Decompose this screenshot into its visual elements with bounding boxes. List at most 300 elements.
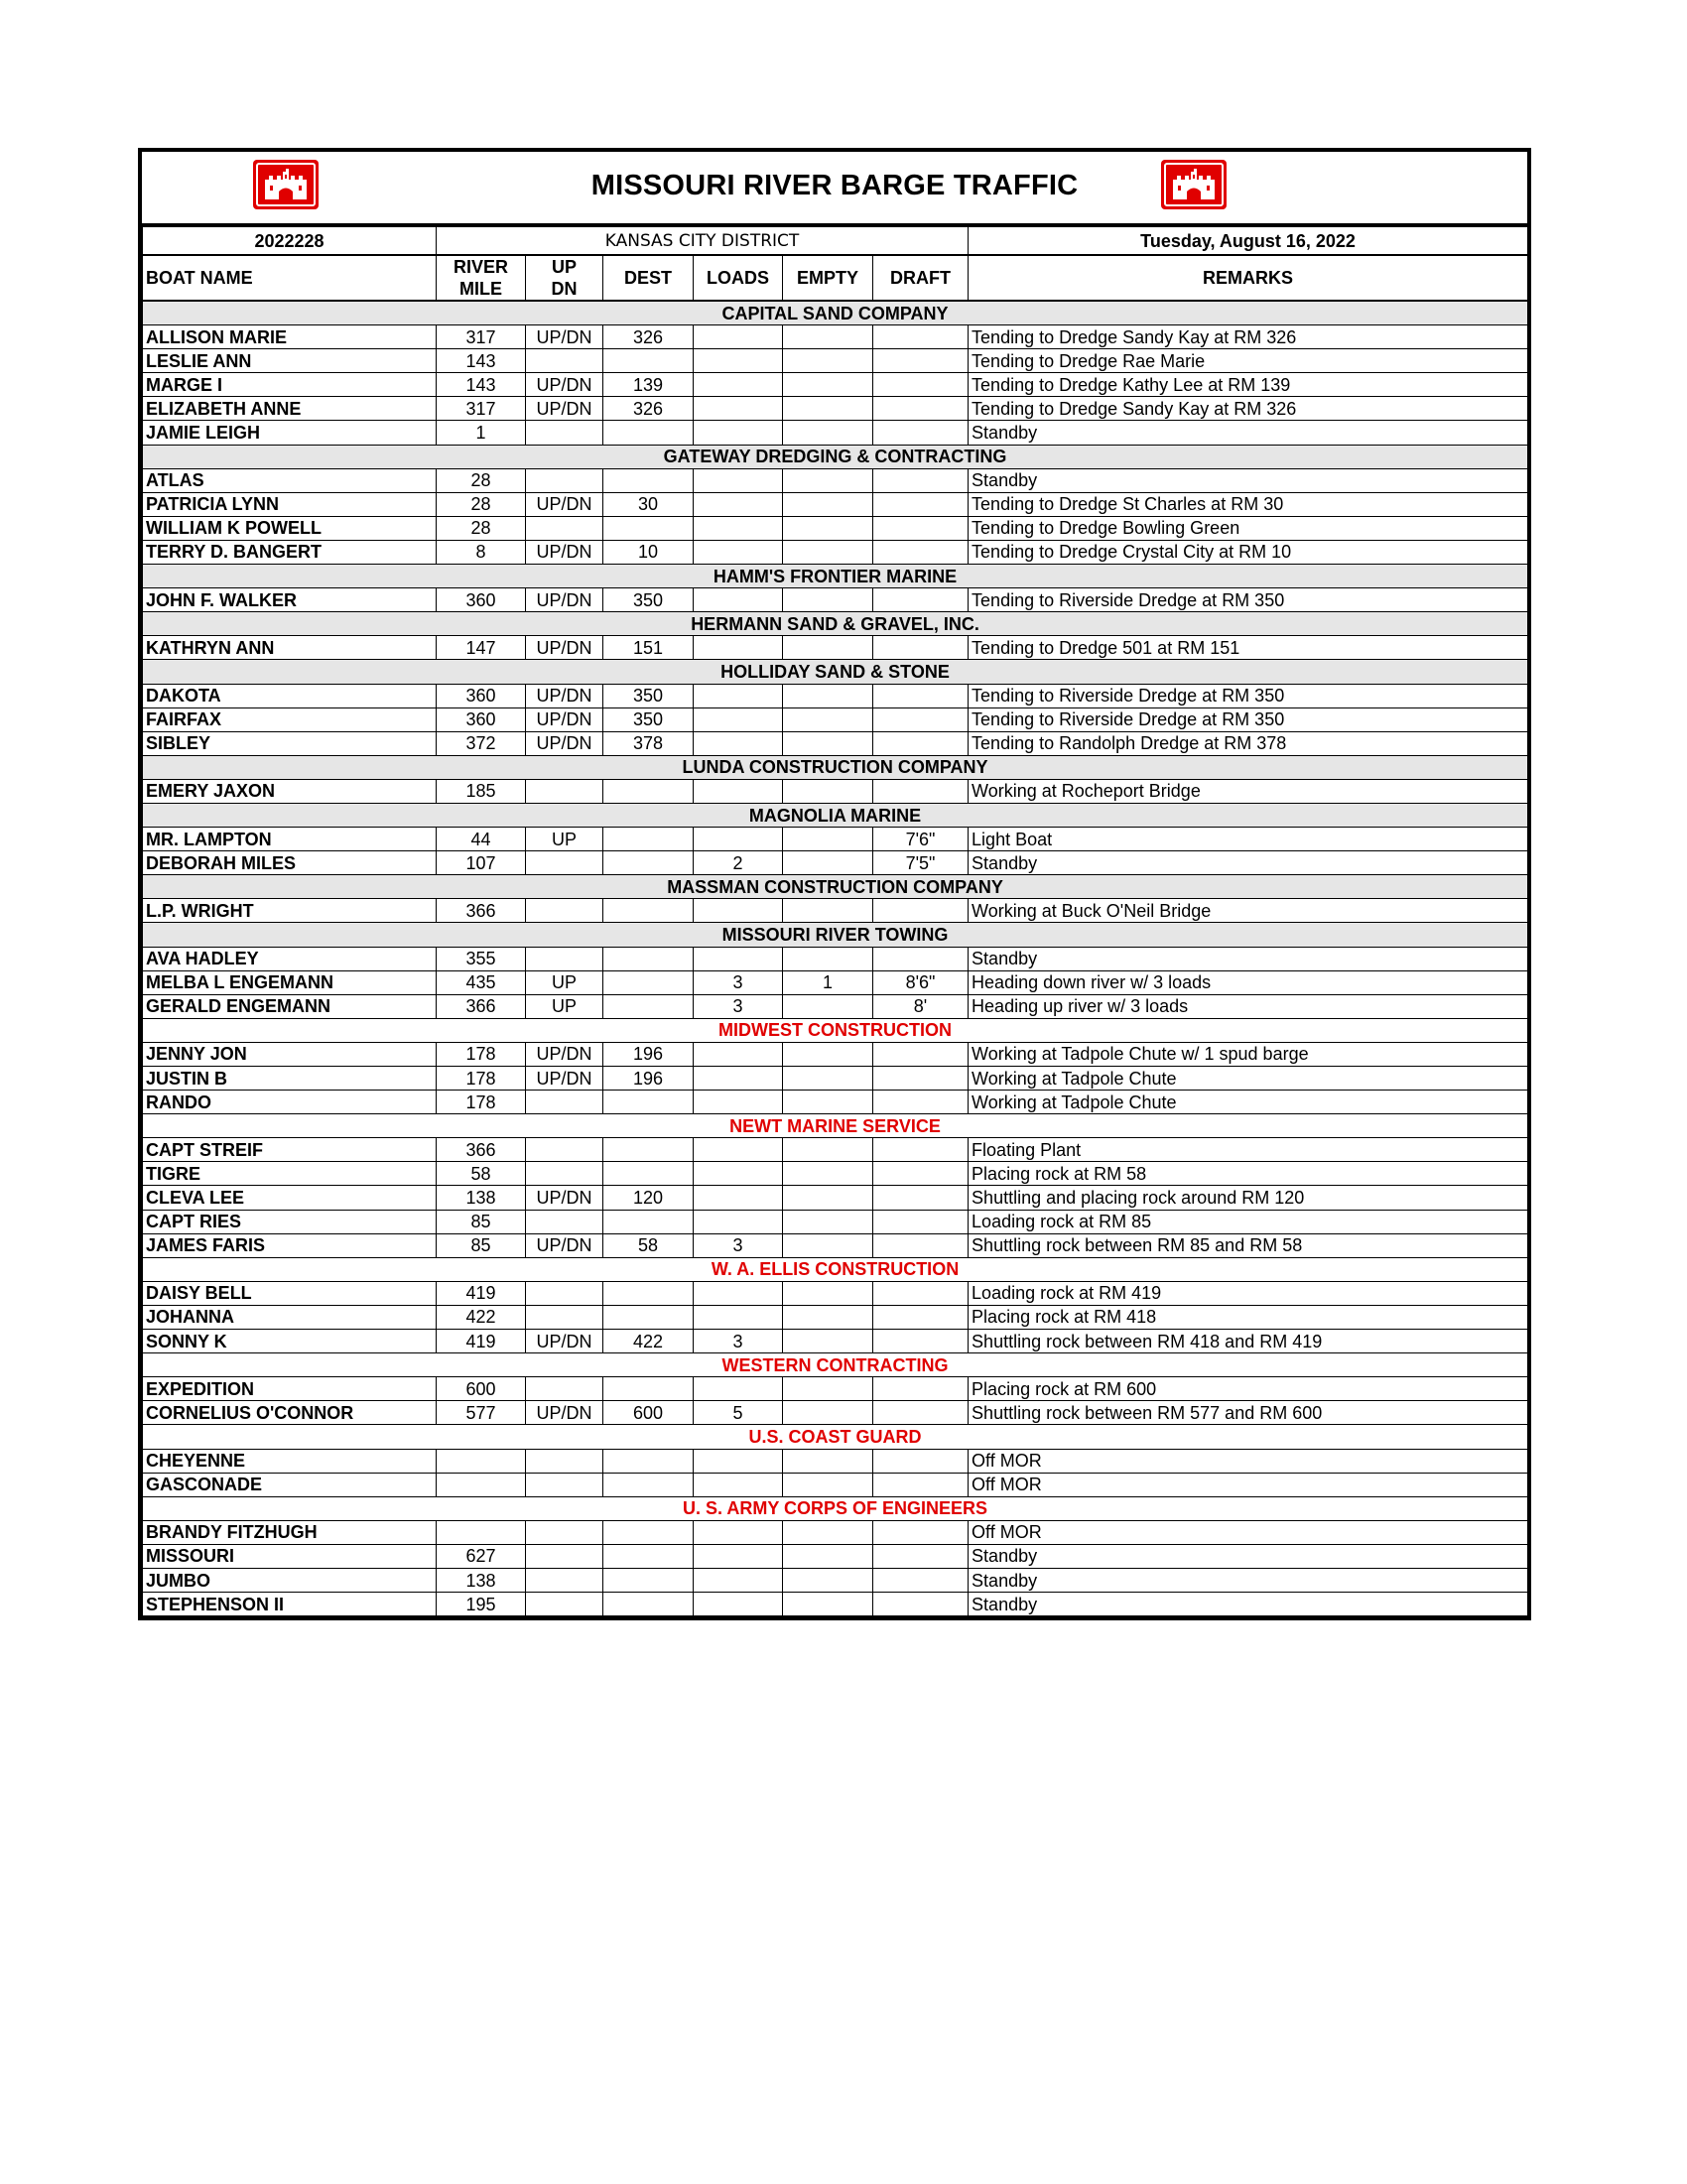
- loads-cell: 2: [694, 851, 783, 875]
- draft-cell: [873, 1330, 969, 1353]
- draft-cell: [873, 636, 969, 660]
- company-name: MAGNOLIA MARINE: [143, 803, 1528, 827]
- destination-cell: [603, 970, 694, 994]
- river-mile-cell: 107: [437, 851, 526, 875]
- company-section-header: [143, 1425, 1528, 1449]
- loads-cell: [694, 349, 783, 373]
- table-row: [143, 779, 1528, 803]
- loads-cell: [694, 1305, 783, 1329]
- remarks-cell: Loading rock at RM 85: [969, 1210, 1528, 1233]
- remarks-cell: Shuttling rock between RM 418 and RM 419: [969, 1330, 1528, 1353]
- header-remarks: REMARKS: [969, 255, 1528, 301]
- loads-cell: [694, 397, 783, 421]
- destination-cell: [603, 828, 694, 851]
- destination-cell: [603, 1281, 694, 1305]
- column-header-row: [143, 255, 1528, 301]
- table-row: [143, 828, 1528, 851]
- table-row: [143, 1210, 1528, 1233]
- remarks-cell: Tending to Randolph Dredge at RM 378: [969, 731, 1528, 755]
- empty-cell: [783, 1162, 873, 1186]
- river-mile-cell: 627: [437, 1544, 526, 1568]
- destination-cell: [603, 899, 694, 923]
- draft-cell: [873, 468, 969, 492]
- boat-name-cell: JAMIE LEIGH: [143, 421, 437, 445]
- boat-name-cell: JUSTIN B: [143, 1067, 437, 1091]
- empty-cell: 1: [783, 970, 873, 994]
- direction-cell: [526, 851, 603, 875]
- boat-name-cell: WILLIAM K POWELL: [143, 516, 437, 540]
- company-name: LUNDA CONSTRUCTION COMPANY: [143, 755, 1528, 779]
- loads-cell: [694, 1067, 783, 1091]
- remarks-cell: Floating Plant: [969, 1138, 1528, 1162]
- boat-name-cell: SONNY K: [143, 1330, 437, 1353]
- loads-cell: [694, 1544, 783, 1568]
- draft-cell: [873, 349, 969, 373]
- table-row: [143, 1330, 1528, 1353]
- remarks-cell: Tending to Dredge Rae Marie: [969, 349, 1528, 373]
- loads-cell: [694, 1091, 783, 1114]
- remarks-cell: Standby: [969, 851, 1528, 875]
- draft-cell: [873, 1042, 969, 1066]
- company-section-header: [143, 875, 1528, 899]
- remarks-cell: Placing rock at RM 600: [969, 1377, 1528, 1401]
- draft-cell: [873, 1067, 969, 1091]
- title-bar: [142, 152, 1527, 226]
- empty-cell: [783, 1210, 873, 1233]
- table-row: [143, 468, 1528, 492]
- empty-cell: [783, 1281, 873, 1305]
- table-row: [143, 421, 1528, 445]
- remarks-cell: Off MOR: [969, 1520, 1528, 1544]
- remarks-cell: Tending to Riverside Dredge at RM 350: [969, 707, 1528, 731]
- remarks-cell: Working at Rocheport Bridge: [969, 779, 1528, 803]
- river-mile-cell: 360: [437, 588, 526, 612]
- loads-cell: [694, 684, 783, 707]
- direction-cell: [526, 1568, 603, 1592]
- empty-cell: [783, 947, 873, 970]
- draft-cell: 7'6": [873, 828, 969, 851]
- company-name: WESTERN CONTRACTING: [143, 1353, 1528, 1377]
- loads-cell: [694, 421, 783, 445]
- draft-cell: [873, 779, 969, 803]
- table-row: [143, 994, 1528, 1018]
- boat-name-cell: JUMBO: [143, 1568, 437, 1592]
- table-row: [143, 1401, 1528, 1425]
- draft-cell: [873, 899, 969, 923]
- report-id: 2022228: [143, 227, 437, 256]
- boat-name-cell: CHEYENNE: [143, 1449, 437, 1473]
- direction-cell: UP/DN: [526, 325, 603, 349]
- direction-cell: [526, 516, 603, 540]
- company-name: CAPITAL SAND COMPANY: [143, 301, 1528, 325]
- company-name: GATEWAY DREDGING & CONTRACTING: [143, 445, 1528, 468]
- company-section-header: [143, 565, 1528, 588]
- direction-cell: [526, 1449, 603, 1473]
- boat-name-cell: JOHN F. WALKER: [143, 588, 437, 612]
- company-name: U.S. COAST GUARD: [143, 1425, 1528, 1449]
- empty-cell: [783, 1330, 873, 1353]
- draft-cell: [873, 1091, 969, 1114]
- river-mile-cell: 1: [437, 421, 526, 445]
- river-mile-cell: 372: [437, 731, 526, 755]
- remarks-cell: Tending to Dredge Sandy Kay at RM 326: [969, 397, 1528, 421]
- remarks-cell: Tending to Dredge 501 at RM 151: [969, 636, 1528, 660]
- empty-cell: [783, 684, 873, 707]
- loads-cell: [694, 636, 783, 660]
- draft-cell: [873, 1186, 969, 1210]
- boat-name-cell: ELIZABETH ANNE: [143, 397, 437, 421]
- river-mile-cell: 138: [437, 1186, 526, 1210]
- destination-cell: [603, 1138, 694, 1162]
- company-section-header: [143, 1257, 1528, 1281]
- draft-cell: [873, 540, 969, 564]
- remarks-cell: Tending to Dredge Sandy Kay at RM 326: [969, 325, 1528, 349]
- loads-cell: 3: [694, 970, 783, 994]
- direction-cell: [526, 1593, 603, 1616]
- boat-name-cell: JAMES FARIS: [143, 1233, 437, 1257]
- draft-cell: [873, 1449, 969, 1473]
- empty-cell: [783, 828, 873, 851]
- destination-cell: 350: [603, 707, 694, 731]
- river-mile-cell: 44: [437, 828, 526, 851]
- company-section-header: [143, 923, 1528, 947]
- remarks-cell: Tending to Dredge Crystal City at RM 10: [969, 540, 1528, 564]
- empty-cell: [783, 492, 873, 516]
- direction-cell: [526, 349, 603, 373]
- loads-cell: [694, 1186, 783, 1210]
- remarks-cell: Standby: [969, 468, 1528, 492]
- empty-cell: [783, 421, 873, 445]
- draft-cell: [873, 421, 969, 445]
- boat-name-cell: CAPT STREIF: [143, 1138, 437, 1162]
- empty-cell: [783, 1473, 873, 1496]
- boat-name-cell: LESLIE ANN: [143, 349, 437, 373]
- loads-cell: [694, 540, 783, 564]
- company-name: HOLLIDAY SAND & STONE: [143, 660, 1528, 684]
- river-mile-cell: 366: [437, 994, 526, 1018]
- boat-name-cell: L.P. WRIGHT: [143, 899, 437, 923]
- draft-cell: [873, 325, 969, 349]
- loads-cell: [694, 1138, 783, 1162]
- loads-cell: [694, 1568, 783, 1592]
- direction-cell: [526, 1520, 603, 1544]
- loads-cell: [694, 828, 783, 851]
- corps-castle-logo-icon: [1161, 160, 1227, 209]
- company-name: MISSOURI RIVER TOWING: [143, 923, 1528, 947]
- company-section-header: [143, 1018, 1528, 1042]
- direction-cell: [526, 1281, 603, 1305]
- empty-cell: [783, 899, 873, 923]
- loads-cell: [694, 1449, 783, 1473]
- table-row: [143, 731, 1528, 755]
- header-empty: EMPTY: [783, 255, 873, 301]
- draft-cell: [873, 588, 969, 612]
- draft-cell: 7'5": [873, 851, 969, 875]
- empty-cell: [783, 325, 873, 349]
- company-section-header: [143, 445, 1528, 468]
- direction-cell: [526, 1544, 603, 1568]
- destination-cell: 10: [603, 540, 694, 564]
- company-section-header: [143, 1114, 1528, 1138]
- direction-cell: UP/DN: [526, 1186, 603, 1210]
- boat-name-cell: ALLISON MARIE: [143, 325, 437, 349]
- river-mile-cell: 143: [437, 349, 526, 373]
- loads-cell: 3: [694, 1330, 783, 1353]
- table-row: [143, 1162, 1528, 1186]
- empty-cell: [783, 540, 873, 564]
- remarks-cell: Standby: [969, 1593, 1528, 1616]
- direction-cell: [526, 947, 603, 970]
- river-mile-cell: 28: [437, 468, 526, 492]
- table-row: [143, 1067, 1528, 1091]
- direction-cell: [526, 1473, 603, 1496]
- direction-cell: [526, 1305, 603, 1329]
- destination-cell: 378: [603, 731, 694, 755]
- river-mile-cell: 185: [437, 779, 526, 803]
- remarks-cell: Tending to Riverside Dredge at RM 350: [969, 684, 1528, 707]
- remarks-cell: Heading up river w/ 3 loads: [969, 994, 1528, 1018]
- loads-cell: [694, 373, 783, 397]
- draft-cell: [873, 516, 969, 540]
- draft-cell: [873, 684, 969, 707]
- river-mile-cell: 419: [437, 1281, 526, 1305]
- draft-cell: [873, 1401, 969, 1425]
- boat-name-cell: CORNELIUS O'CONNOR: [143, 1401, 437, 1425]
- empty-cell: [783, 349, 873, 373]
- river-mile-cell: 85: [437, 1210, 526, 1233]
- table-row: [143, 373, 1528, 397]
- destination-cell: [603, 1520, 694, 1544]
- destination-cell: 350: [603, 684, 694, 707]
- destination-cell: [603, 779, 694, 803]
- header-up-dn: UP DN: [526, 255, 603, 301]
- remarks-cell: Off MOR: [969, 1449, 1528, 1473]
- empty-cell: [783, 1593, 873, 1616]
- empty-cell: [783, 731, 873, 755]
- empty-cell: [783, 1042, 873, 1066]
- table-row: [143, 516, 1528, 540]
- direction-cell: UP/DN: [526, 373, 603, 397]
- direction-cell: UP/DN: [526, 1330, 603, 1353]
- company-name: HAMM'S FRONTIER MARINE: [143, 565, 1528, 588]
- remarks-cell: Standby: [969, 421, 1528, 445]
- river-mile-cell: 85: [437, 1233, 526, 1257]
- draft-cell: [873, 1473, 969, 1496]
- empty-cell: [783, 397, 873, 421]
- loads-cell: [694, 731, 783, 755]
- boat-name-cell: EMERY JAXON: [143, 779, 437, 803]
- remarks-cell: Working at Tadpole Chute: [969, 1067, 1528, 1091]
- loads-cell: 3: [694, 1233, 783, 1257]
- table-row: [143, 851, 1528, 875]
- company-section-header: [143, 1496, 1528, 1520]
- loads-cell: [694, 1520, 783, 1544]
- loads-cell: [694, 492, 783, 516]
- empty-cell: [783, 1401, 873, 1425]
- direction-cell: [526, 779, 603, 803]
- boat-name-cell: DAISY BELL: [143, 1281, 437, 1305]
- district-name: KANSAS CITY DISTRICT: [437, 227, 969, 256]
- header-boat-name: BOAT NAME: [143, 255, 437, 301]
- table-row: [143, 1544, 1528, 1568]
- table-row: [143, 1568, 1528, 1592]
- direction-cell: UP/DN: [526, 492, 603, 516]
- remarks-cell: Tending to Dredge Bowling Green: [969, 516, 1528, 540]
- river-mile-cell: 28: [437, 516, 526, 540]
- river-mile-cell: 178: [437, 1067, 526, 1091]
- river-mile-cell: 577: [437, 1401, 526, 1425]
- company-name: HERMANN SAND & GRAVEL, INC.: [143, 612, 1528, 636]
- direction-cell: [526, 1138, 603, 1162]
- destination-cell: 30: [603, 492, 694, 516]
- loads-cell: [694, 1042, 783, 1066]
- company-name: MIDWEST CONSTRUCTION: [143, 1018, 1528, 1042]
- table-row: [143, 1091, 1528, 1114]
- boat-name-cell: TERRY D. BANGERT: [143, 540, 437, 564]
- loads-cell: [694, 899, 783, 923]
- boat-name-cell: ATLAS: [143, 468, 437, 492]
- table-row: [143, 636, 1528, 660]
- destination-cell: [603, 947, 694, 970]
- direction-cell: UP/DN: [526, 731, 603, 755]
- boat-name-cell: FAIRFAX: [143, 707, 437, 731]
- river-mile-cell: 317: [437, 397, 526, 421]
- header-loads: LOADS: [694, 255, 783, 301]
- river-mile-cell: 178: [437, 1091, 526, 1114]
- table-row: [143, 325, 1528, 349]
- river-mile-cell: 147: [437, 636, 526, 660]
- empty-cell: [783, 1067, 873, 1091]
- river-mile-cell: 178: [437, 1042, 526, 1066]
- river-mile-cell: 600: [437, 1377, 526, 1401]
- destination-cell: [603, 1568, 694, 1592]
- destination-cell: 196: [603, 1067, 694, 1091]
- destination-cell: [603, 1377, 694, 1401]
- table-row: [143, 1473, 1528, 1496]
- empty-cell: [783, 636, 873, 660]
- river-mile-cell: 422: [437, 1305, 526, 1329]
- river-mile-cell: 143: [437, 373, 526, 397]
- direction-cell: UP/DN: [526, 1042, 603, 1066]
- table-row: [143, 492, 1528, 516]
- table-row: [143, 1520, 1528, 1544]
- draft-cell: [873, 947, 969, 970]
- report-date: Tuesday, August 16, 2022: [969, 227, 1528, 256]
- header-river-mile: RIVER MILE: [437, 255, 526, 301]
- destination-cell: 422: [603, 1330, 694, 1353]
- company-section-header: [143, 612, 1528, 636]
- empty-cell: [783, 373, 873, 397]
- destination-cell: 196: [603, 1042, 694, 1066]
- loads-cell: [694, 325, 783, 349]
- empty-cell: [783, 707, 873, 731]
- loads-cell: [694, 947, 783, 970]
- river-mile-cell: 435: [437, 970, 526, 994]
- boat-name-cell: MISSOURI: [143, 1544, 437, 1568]
- empty-cell: [783, 1091, 873, 1114]
- direction-cell: UP/DN: [526, 707, 603, 731]
- draft-cell: [873, 1305, 969, 1329]
- empty-cell: [783, 516, 873, 540]
- river-mile-cell: 8: [437, 540, 526, 564]
- direction-cell: UP: [526, 828, 603, 851]
- boat-name-cell: BRANDY FITZHUGH: [143, 1520, 437, 1544]
- remarks-cell: Shuttling rock between RM 577 and RM 600: [969, 1401, 1528, 1425]
- remarks-cell: Heading down river w/ 3 loads: [969, 970, 1528, 994]
- remarks-cell: Placing rock at RM 418: [969, 1305, 1528, 1329]
- boat-name-cell: STEPHENSON II: [143, 1593, 437, 1616]
- river-mile-cell: 355: [437, 947, 526, 970]
- boat-name-cell: CLEVA LEE: [143, 1186, 437, 1210]
- remarks-cell: Working at Buck O'Neil Bridge: [969, 899, 1528, 923]
- empty-cell: [783, 1377, 873, 1401]
- table-row: [143, 1138, 1528, 1162]
- direction-cell: [526, 468, 603, 492]
- draft-cell: [873, 731, 969, 755]
- direction-cell: UP: [526, 970, 603, 994]
- table-row: [143, 1281, 1528, 1305]
- company-name: MASSMAN CONSTRUCTION COMPANY: [143, 875, 1528, 899]
- empty-cell: [783, 851, 873, 875]
- table-row: [143, 970, 1528, 994]
- company-section-header: [143, 1353, 1528, 1377]
- direction-cell: UP/DN: [526, 1067, 603, 1091]
- empty-cell: [783, 1568, 873, 1592]
- boat-name-cell: GERALD ENGEMANN: [143, 994, 437, 1018]
- remarks-cell: Placing rock at RM 58: [969, 1162, 1528, 1186]
- boat-name-cell: MR. LAMPTON: [143, 828, 437, 851]
- remarks-cell: Off MOR: [969, 1473, 1528, 1496]
- direction-cell: [526, 1210, 603, 1233]
- river-mile-cell: [437, 1520, 526, 1544]
- page-title: MISSOURI RIVER BARGE TRAFFIC: [590, 170, 1079, 201]
- boat-name-cell: DAKOTA: [143, 684, 437, 707]
- table-row: [143, 349, 1528, 373]
- direction-cell: [526, 421, 603, 445]
- table-row: [143, 1305, 1528, 1329]
- destination-cell: [603, 851, 694, 875]
- destination-cell: 58: [603, 1233, 694, 1257]
- boat-name-cell: AVA HADLEY: [143, 947, 437, 970]
- remarks-cell: Loading rock at RM 419: [969, 1281, 1528, 1305]
- company-section-header: [143, 660, 1528, 684]
- table-row: [143, 899, 1528, 923]
- table-row: [143, 1593, 1528, 1616]
- table-row: [143, 1449, 1528, 1473]
- destination-cell: [603, 516, 694, 540]
- destination-cell: 600: [603, 1401, 694, 1425]
- table-row: [143, 540, 1528, 564]
- direction-cell: UP/DN: [526, 588, 603, 612]
- river-mile-cell: 366: [437, 1138, 526, 1162]
- draft-cell: 8': [873, 994, 969, 1018]
- empty-cell: [783, 1138, 873, 1162]
- draft-cell: [873, 1520, 969, 1544]
- direction-cell: UP/DN: [526, 540, 603, 564]
- boat-name-cell: TIGRE: [143, 1162, 437, 1186]
- company-section-header: [143, 301, 1528, 325]
- direction-cell: [526, 1162, 603, 1186]
- draft-cell: [873, 1281, 969, 1305]
- direction-cell: UP/DN: [526, 397, 603, 421]
- destination-cell: [603, 1544, 694, 1568]
- destination-cell: [603, 1210, 694, 1233]
- table-row: [143, 707, 1528, 731]
- loads-cell: [694, 779, 783, 803]
- table-row: [143, 1186, 1528, 1210]
- destination-cell: 120: [603, 1186, 694, 1210]
- draft-cell: [873, 707, 969, 731]
